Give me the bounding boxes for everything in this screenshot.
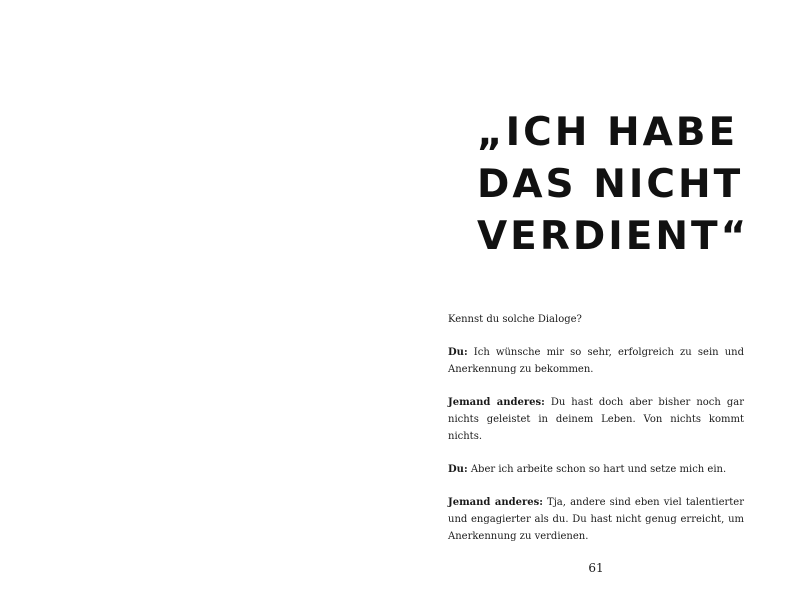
body-text (448, 311, 744, 561)
intro-paragraph: Kennst du solche Dialoge? (448, 314, 582, 325)
dialogue-text: Aber ich arbeite schon so hart und setze mich ein. (467, 464, 727, 475)
chapter-title-line-3: VERDIENT“ (477, 214, 750, 259)
page-number: 61 (588, 561, 604, 575)
speaker-label: Du: (448, 347, 468, 358)
chapter-title (477, 107, 777, 263)
dialogue-line (448, 344, 744, 378)
speaker-label: Jemand anderes: (448, 497, 543, 508)
dialogue-line (448, 394, 744, 445)
dialogue-text: Tja, andere sind eben viel talentierter und engagierter als du. Du hast nicht genug erreicht, um Anerkennung zu verdienen. (448, 497, 744, 542)
speaker-label: Du: (448, 464, 468, 475)
dialogue-line (448, 494, 744, 545)
left-page (0, 0, 397, 600)
speaker-label: Jemand anderes: (448, 397, 545, 408)
chapter-title-line-2: DAS NICHT (477, 162, 744, 207)
dialogue-text: Du hast doch aber bisher noch gar nichts geleistet in deinem Leben. Von nichts kommt nichts. (448, 397, 744, 442)
chapter-title-line-1: „ICH HABE (477, 110, 739, 155)
right-page (397, 0, 795, 600)
dialogue-line (448, 461, 744, 478)
dialogue-text: Ich wünsche mir so sehr, erfolgreich zu sein und Anerkennung zu bekommen. (448, 347, 744, 375)
